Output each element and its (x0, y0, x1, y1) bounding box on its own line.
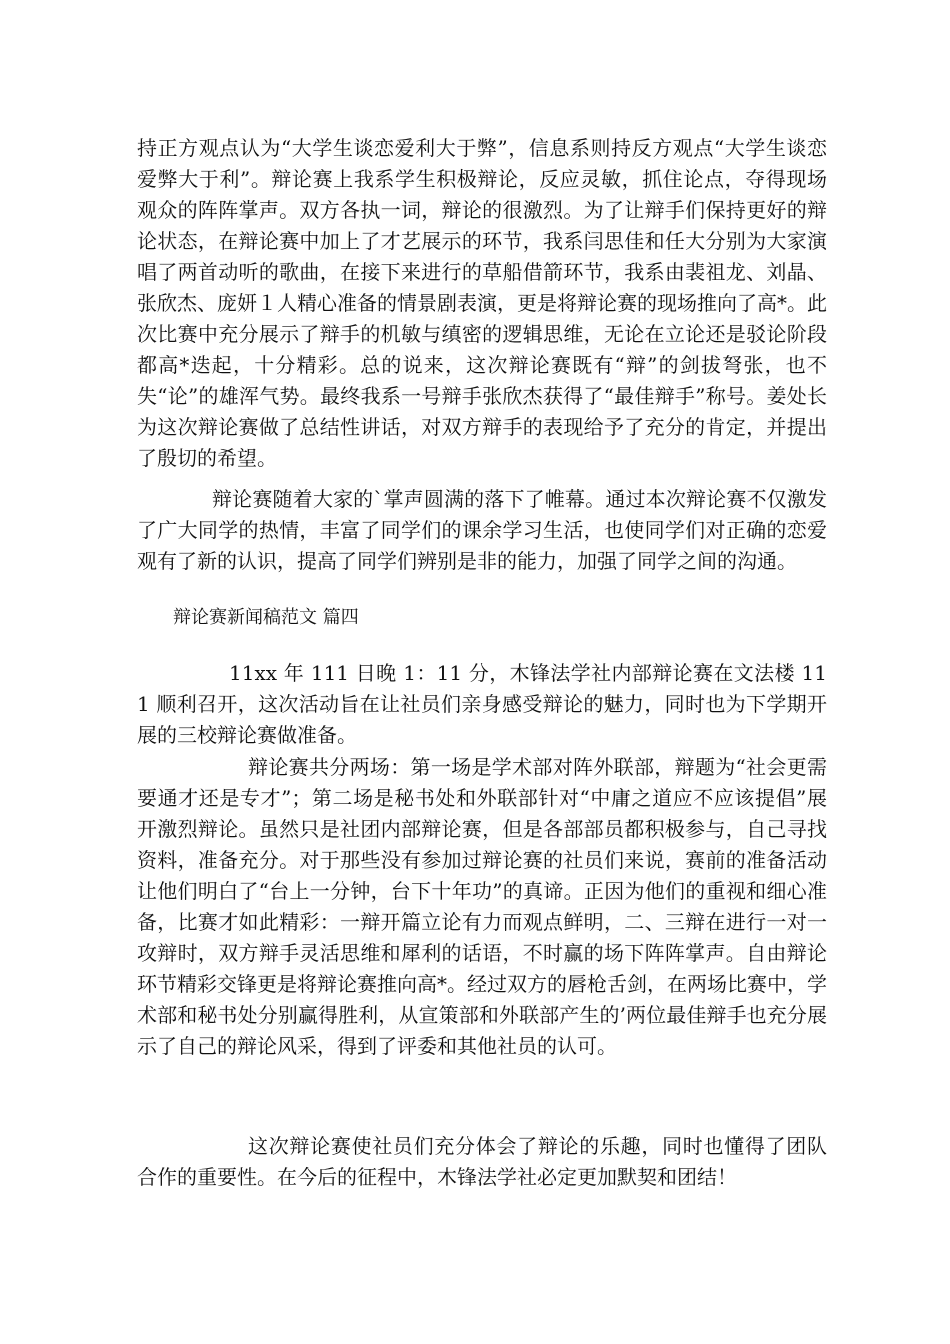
body-paragraph-5: 这次辩论赛使社员们充分体会了辩论的乐趣，同时也懂得了团队合作的重要性。在今后的征程中，木锋法学社必定更加默契和团结！ (137, 1134, 827, 1189)
section-heading: 辩论赛新闻稿范文 篇四 (173, 607, 359, 628)
body-paragraph-2: 辩论赛随着大家的`掌声圆满的落下了帷幕。通过本次辩论赛不仅激发了广大同学的热情，丰富了同学们的课余学习生活，也使同学们对正确的恋爱观有了新的认识，提高了同学们辨别是非的能力，加强了同学之间的沟通。 (137, 487, 827, 573)
body-paragraph-1: 持正方观点认为“大学生谈恋爱利大于弊”，信息系则持反方观点“大学生谈恋爱弊大于利”。辩论赛上我系学生积极辩论，反应灵敏，抓住论点，夺得现场观众的阵阵掌声。双方各执一词，辩论的很激烈。为了让辩手们保持更好的辩论状态，在辩论赛中加上了才艺展示的环节，我系闫思佳和任大分别为大家演唱了两首动听的歌曲，在接下来进行的草船借箭环节，我系由裴祖龙、刘晶、张欣杰、庞妍１人精心准备的情景剧表演，更是将辩论赛的现场推向了高*。此次比赛中充分展示了辩手的机敏与缜密的逻辑思维，无论在立论还是驳论阶段都高*迭起，十分精彩。总的说来，这次辩论赛既有“辩”的剑拔弩张，也不失“论”的雄浑气势。最终我系一号辩手张欣杰获得了“最佳辩手”称号。姜处长为这次辩论赛做了总结性讲话，对双方辩手的表现给予了充分的肯定，并提出了殷切的希望。 (137, 136, 827, 470)
body-paragraph-3: 11xx 年 111 日晚 1：11 分，木锋法学社内部辩论赛在文法楼 111 顺利召开，这次活动旨在让社员们亲身感受辩论的魅力，同时也为下学期开展的三校辩论赛做准备。 (137, 661, 827, 747)
body-paragraph-4: 辩论赛共分两场：第一场是学术部对阵外联部，辩题为“社会更需要通才还是专才”；第二场是秘书处和外联部针对“中庸之道应不应该提倡”展开激烈辩论。虽然只是社团内部辩论赛，但是各部部员都积极参与，自己寻找资料，准备充分。对于那些没有参加过辩论赛的社员们来说，赛前的准备活动让他们明白了“台上一分钟，台下十年功”的真谛。正因为他们的重视和细心准备，比赛才如此精彩：一辩开篇立论有力而观点鲜明，二、三辩在进行一对一攻辩时，双方辩手灵活思维和犀利的话语，不时赢的场下阵阵掌声。自由辩论环节精彩交锋更是将辩论赛推向高*。经过双方的唇枪舌剑，在两场比赛中，学术部和秘书处分别赢得胜利，从宣策部和外联部产生的’两位最佳辩手也充分展示了自己的辩论风采，得到了评委和其他社员的认可。 (137, 755, 827, 1058)
